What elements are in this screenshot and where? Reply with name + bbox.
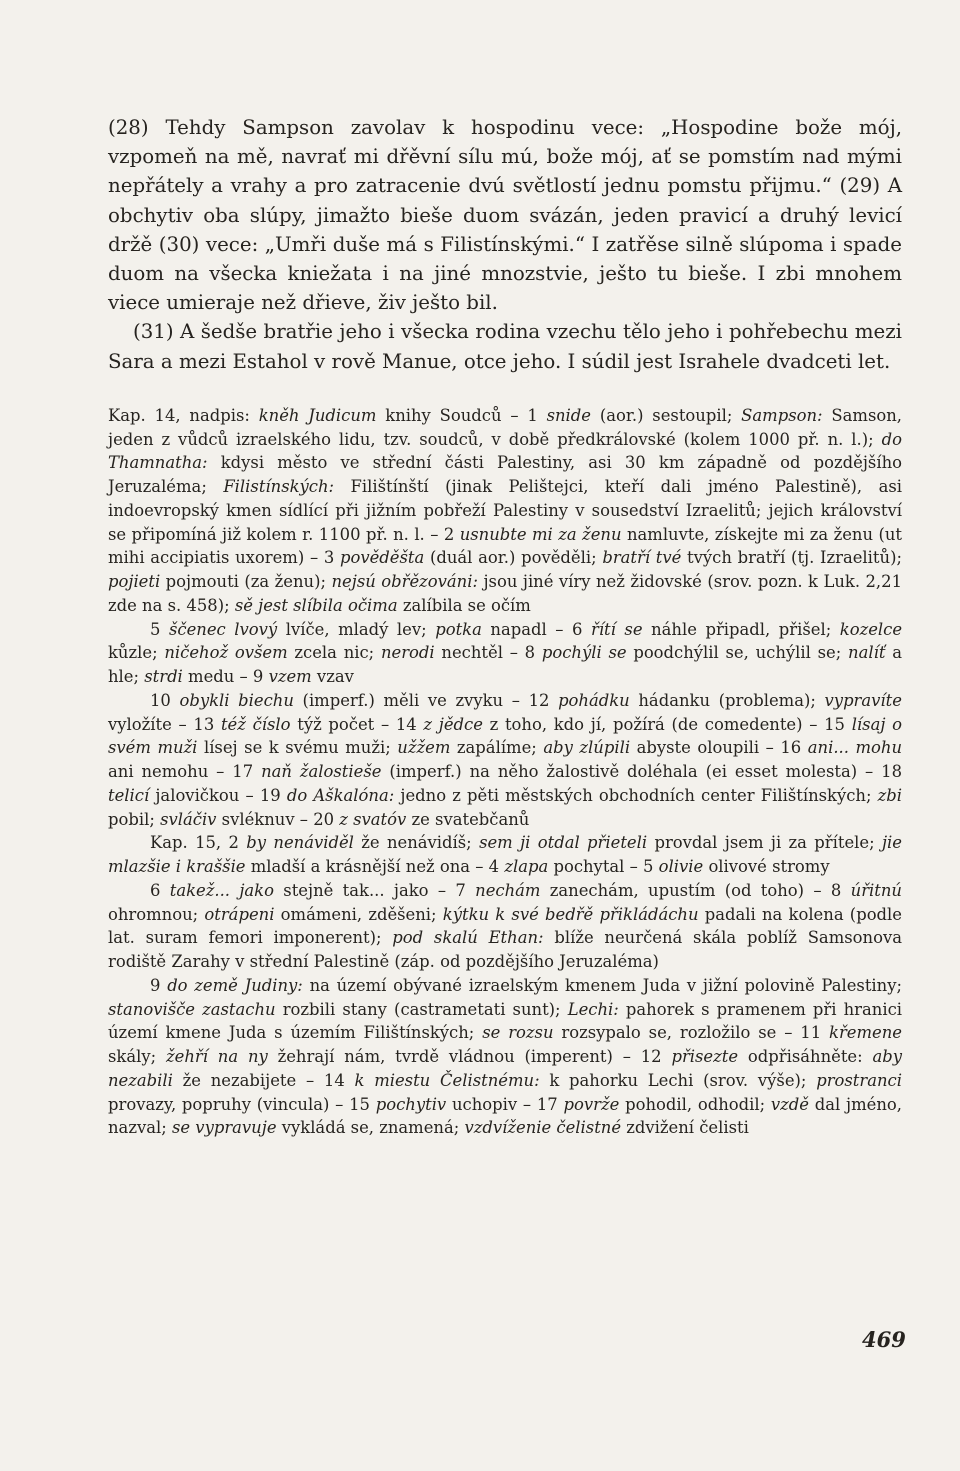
note-paragraph: [108, 879, 902, 974]
note-text: z toho, kdo jí, požírá (de comedente) – 15: [482, 714, 852, 734]
note-text: hádanku (problema);: [629, 690, 825, 710]
note-text: vyložíte – 13: [108, 714, 221, 734]
note-paragraph: [108, 689, 902, 832]
note-term: zbi: [877, 785, 902, 805]
main-paragraph: (28) Tehdy Sampson zavolav k hospodinu vece: „Hospodine bože mój, vzpomeň na mě, navrať mi dřěvní sílu mú, bože mój, ať se pomstím nad mými nepřátely a vrahy a pro zatracenie dvú světlostí jednu pomstu přijmu.“ (29) A obchytiv oba slúpy, jimažto bieše duom svázán, jeden pravicí a druhý levicí držě (30) vece: „Umři duše má s Filistínskými.“ I zatřěse silně slúpoma i spade duom na všecka kniežata i na jiné mnozstvie, ješto tu bieše. I zbi mnohem viece umieraje než dřieve, živ ješto bil.: [108, 116, 902, 315]
note-term: ščenec lvový: [168, 619, 278, 639]
text-block: [108, 113, 902, 1140]
note-paragraph: [108, 618, 902, 689]
note-text: poodchýlil se, uchýlil se;: [626, 643, 849, 663]
note-term: otrápeni: [204, 904, 275, 924]
note-text: ani nemohu – 17: [108, 762, 262, 782]
note-term: telicí: [108, 785, 150, 805]
note-term: kozelce: [839, 619, 903, 639]
note-text: namluvte, získejte mi za ženu (ut mihi accipiatis uxorem) – 3: [108, 524, 903, 568]
note-term: potka: [435, 619, 482, 639]
note-text: abyste oloupili – 16: [630, 738, 808, 758]
note-term: snide: [546, 405, 591, 425]
note-text: jalovičkou – 19: [149, 785, 287, 805]
main-paragraph: (31) A šedše bratřie jeho i všecka rodina vzechu tělo jeho i pohřebechu mezi Sara a mezi Estahol v rově Manue, otce jeho. I súdil jest Israhele dvadceti let.: [108, 320, 902, 373]
note-term: zlapa: [504, 857, 549, 877]
note-text: zapálíme;: [450, 738, 544, 758]
note-text: medu – 9: [182, 667, 269, 687]
note-term: nerodi: [380, 643, 435, 663]
note-text: pojmouti (za ženu);: [160, 572, 332, 592]
note-term: pod skalú Ethan:: [392, 928, 544, 948]
note-term: kněh Judicum: [258, 405, 377, 425]
note-text: Kap. 15, 2: [150, 833, 247, 853]
note-text: ohromnou;: [108, 904, 205, 924]
note-text: Kap. 14, nadpis:: [108, 405, 259, 425]
note-term: pohádku: [558, 690, 630, 710]
note-text: rozsypalo se, rozložilo se – 11: [553, 1023, 830, 1043]
note-text: vykládá se, znamená;: [276, 1118, 465, 1138]
note-text: jsou jiné víry než židovské (srov. pozn. k Luk. 2,21 zde na s. 458);: [108, 572, 902, 615]
note-term: bratří tvé: [602, 548, 682, 568]
note-term: též číslo: [220, 714, 291, 734]
note-term: křemene: [829, 1023, 902, 1043]
note-term: do Aškalóna:: [286, 785, 395, 805]
note-text: olivové stromy: [703, 857, 830, 877]
note-text: 9: [150, 975, 168, 995]
note-text: 5: [150, 619, 169, 639]
note-text: jedno z pěti městských obchodních center Filištínských;: [394, 785, 878, 805]
note-term: žehří na ny: [165, 1047, 268, 1067]
note-text: dal jméno, nazval;: [108, 1094, 903, 1138]
note-term: by nenáviděl: [246, 833, 354, 853]
note-term: Sampson:: [741, 405, 823, 425]
note-term: olivie: [658, 857, 704, 877]
note-text: vzav: [311, 667, 354, 687]
note-term: kýtku k své bedřě přikládáchu: [442, 904, 699, 924]
note-text: 10: [150, 690, 180, 710]
note-text: že nezabijete – 14: [172, 1070, 355, 1090]
note-text: kdysi město ve střední části Palestiny, asi 30 km západně od pozdějšího Jeruzaléma;: [108, 453, 902, 497]
note-text: (duál aor.) pověděli;: [424, 548, 603, 568]
note-term: nalíť: [848, 643, 886, 663]
note-text: mladší a krásnější než ona – 4: [245, 857, 505, 877]
note-text: k pahorku Lechi (srov. výše);: [539, 1070, 817, 1090]
note-text: náhle připadl, přišel;: [642, 619, 840, 639]
note-text: (imperf.) měli ve zvyku – 12: [293, 690, 559, 710]
note-term: vypravíte: [824, 690, 902, 710]
note-text: žehrají nám, tvrdě vládnou (imperent) – 12: [267, 1047, 672, 1067]
note-term: vzdvíženie čelistné: [464, 1118, 622, 1138]
note-term: řítí se: [590, 619, 643, 639]
note-text: zdvižení čelisti: [621, 1118, 749, 1138]
note-text: zanechám, upustím (od toho) – 8: [540, 880, 851, 900]
note-term: Filistínských:: [223, 477, 335, 497]
note-term: naň žalostieše: [261, 762, 382, 782]
note-term: sě jest slíbila očima: [234, 595, 398, 615]
note-text: Samson, jeden z vůdců izraelského lidu, tzv. soudců, v době předkrálovské (kolem 1000 př. n. l.);: [108, 405, 902, 449]
note-text: nechtěl – 8: [434, 643, 542, 663]
note-text: (imperf.) na něho žalostivě doléhala (ei esset molesta) – 18: [381, 762, 902, 782]
note-text: že nenávidíš;: [353, 833, 480, 853]
note-term: nechám: [475, 880, 541, 900]
note-term: úřitnú: [850, 880, 902, 900]
note-text: pahorek s pramenem při hranici území kmene Juda s územím Filištínských;: [108, 999, 902, 1043]
note-term: lísaj o svém muži: [108, 714, 903, 758]
note-term: pochytiv: [375, 1094, 447, 1114]
note-term: usnubte mi za ženu: [459, 524, 622, 544]
note-text: odpřisáhněte:: [738, 1047, 873, 1067]
note-text: pobil;: [108, 809, 161, 829]
notes: [108, 404, 902, 1140]
note-term: aby zlúpili: [543, 738, 631, 758]
note-text: Filištínští (jinak Pelištejci, kteří dali jméno Palestině), asi indoevropský kmen sídlící při jižním pobřeží Palestiny v sousedství Izraelitů; jejich království se připomíná již kolem r. 1100 př. n. l. – 2: [108, 477, 903, 544]
note-term: se vypravuje: [171, 1118, 277, 1138]
note-text: rozbili stany (castrametati sunt);: [275, 999, 568, 1019]
note-text: tvých bratří (tj. Izraelitů);: [681, 548, 902, 568]
note-term: sem ji otdal přieteli: [479, 833, 648, 853]
note-term: přisezte: [671, 1047, 739, 1067]
note-text: skály;: [108, 1047, 166, 1067]
note-text: stejně tak... jako – 7: [273, 880, 476, 900]
note-text: pochytal – 5: [548, 857, 659, 877]
note-term: se rozsu: [482, 1023, 554, 1043]
note-term: obykli biechu: [179, 690, 294, 710]
note-term: povrže: [563, 1094, 620, 1114]
note-text: svléknuv – 20: [216, 809, 340, 829]
note-text: napadl – 6: [481, 619, 591, 639]
note-text: provdal jsem ji za přítele;: [647, 833, 882, 853]
note-text: ze svatebčanů: [406, 809, 530, 829]
note-text: (aor.) sestoupil;: [591, 405, 742, 425]
note-term: do Thamnatha:: [108, 429, 902, 473]
note-text: blíže neurčená skála poblíž Samsonova rodiště Zarahy v střední Palestině (záp. od pozdějšího Jeruzaléma): [108, 928, 902, 972]
note-term: svláčiv: [160, 809, 217, 829]
note-text: padali na kolena (podle lat. suram femori imponerent);: [108, 904, 902, 948]
note-text: lvíče, mladý lev;: [277, 619, 436, 639]
note-term: užžem: [397, 738, 451, 758]
note-term: pochýli se: [541, 643, 627, 663]
page-number: 469: [862, 1327, 906, 1352]
note-term: do země Judiny:: [167, 975, 303, 995]
note-term: k miestu Čelistnému:: [354, 1070, 540, 1090]
note-term: ani... mohu: [807, 738, 903, 758]
note-paragraph: [108, 974, 902, 1140]
note-text: 6: [150, 880, 170, 900]
note-text: na území obývané izraelským kmenem Juda v jižní polovině Palestiny;: [302, 975, 903, 995]
note-text: zalíbila se očím: [397, 595, 531, 615]
note-term: vzem: [268, 667, 312, 687]
note-paragraph: [108, 404, 902, 618]
note-term: nejsú obřězováni:: [331, 572, 479, 592]
note-text: a hle;: [108, 643, 902, 687]
note-text: provazy, popruhy (vincula) – 15: [108, 1094, 376, 1114]
note-text: knihy Soudců – 1: [376, 405, 547, 425]
note-text: omámeni, zděšeni;: [274, 904, 443, 924]
note-term: vzdě: [770, 1094, 809, 1114]
note-term: takež... jako: [169, 880, 274, 900]
note-text: uchopiv – 17: [446, 1094, 564, 1114]
note-term: stanovišče zastachu: [108, 999, 276, 1019]
note-text: kůzle;: [108, 643, 165, 663]
note-term: jie mlazšie i kraššie: [108, 833, 902, 877]
note-term: aby nezabili: [108, 1047, 902, 1090]
note-term: z jědce: [423, 714, 483, 734]
note-term: strdi: [144, 667, 183, 687]
note-text: zcela nic;: [287, 643, 381, 663]
note-term: prostranci: [816, 1070, 902, 1090]
note-term: Lechi:: [567, 999, 619, 1019]
note-text: pohodil, odhodil;: [619, 1094, 771, 1114]
note-term: pojieti: [108, 572, 161, 592]
note-term: ničehož ovšem: [164, 643, 288, 663]
note-text: lísej se k svému muži;: [197, 738, 398, 758]
main-text: [108, 113, 902, 376]
note-term: pověděšta: [339, 548, 425, 568]
note-term: z svatóv: [339, 809, 407, 829]
note-paragraph: [108, 831, 902, 879]
note-text: týž počet – 14: [290, 714, 424, 734]
